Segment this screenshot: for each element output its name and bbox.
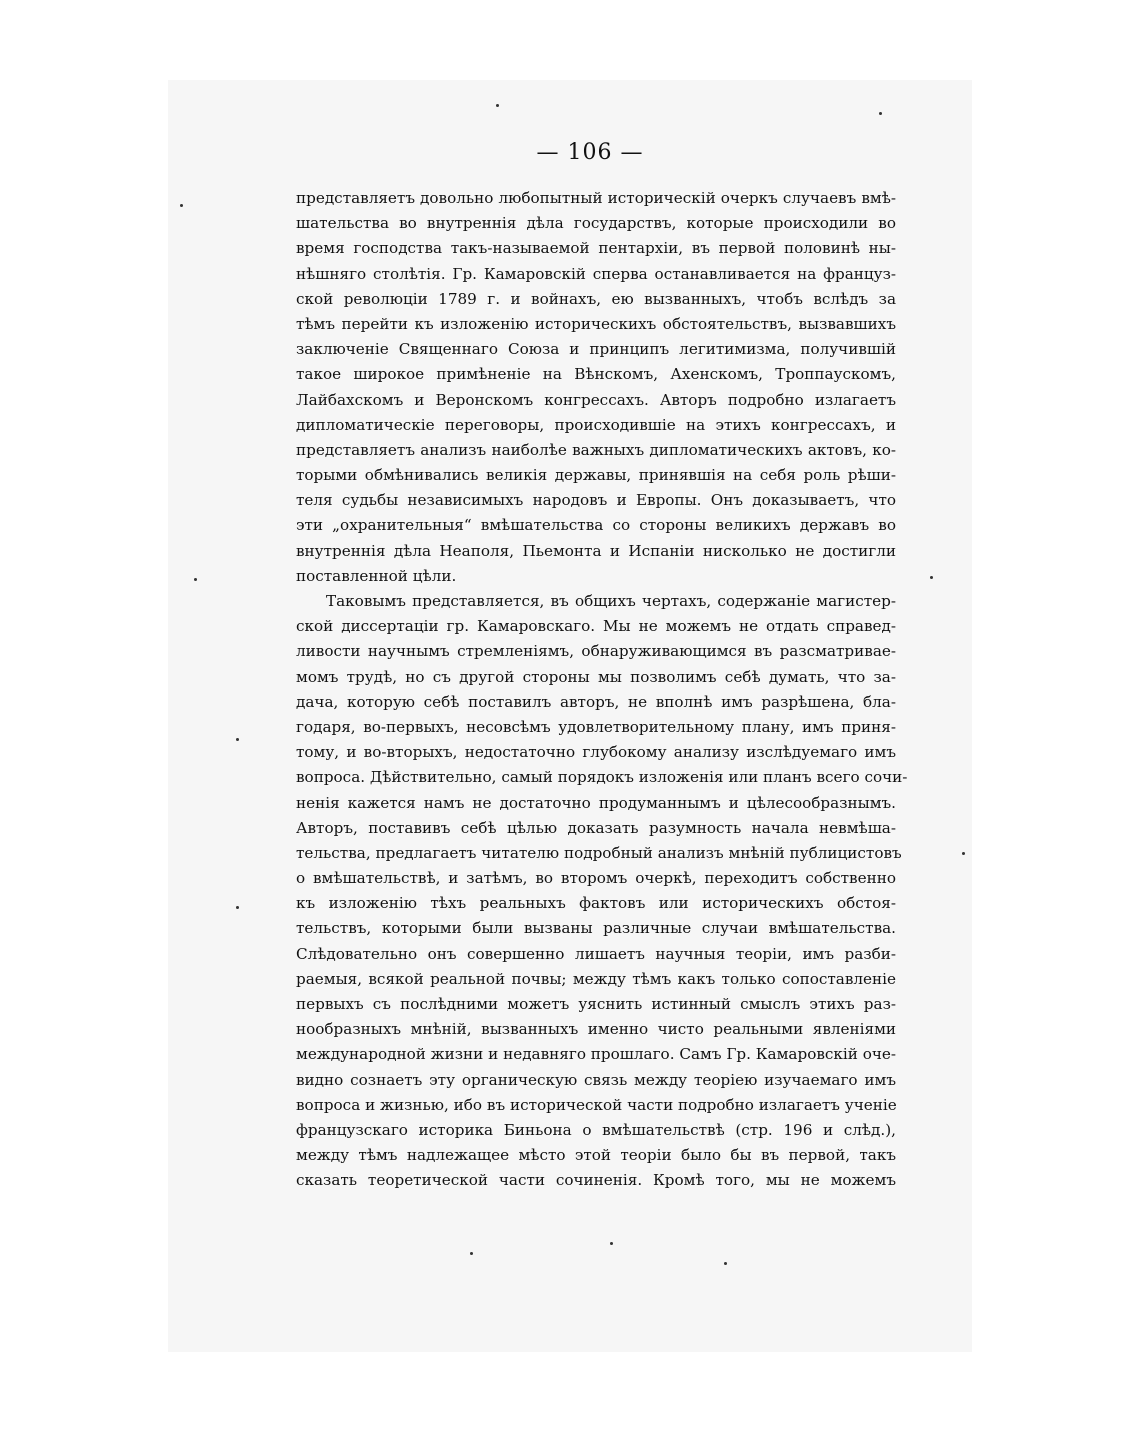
text-line: теля судьбы независимыхъ народовъ и Европы. Онъ доказываетъ, что: [296, 491, 896, 510]
paragraph-2: [296, 589, 908, 1194]
text-line: между тѣмъ надлежащее мѣсто этой теоріи было бы въ первой, такъ: [296, 1146, 896, 1165]
text-line: ненія кажется намъ не достаточно продуманнымъ и цѣлесообразнымъ.: [296, 793, 896, 812]
scan-speck: [724, 1262, 727, 1265]
scan-speck: [610, 1242, 613, 1245]
text-line: видно сознаетъ эту органическую связь между теоріею изучаемаго имъ: [296, 1070, 896, 1089]
text-line: нѣшняго столѣтія. Гр. Камаровскій сперва останавливается на француз-: [296, 264, 896, 283]
scan-speck: [496, 104, 499, 107]
text-line: Авторъ, поставивъ себѣ цѣлью доказать разумность начала невмѣша-: [296, 818, 896, 837]
text-line: о вмѣшательствѣ, и затѣмъ, во второмъ очеркѣ, переходитъ собственно: [296, 869, 896, 888]
text-line: представляетъ анализъ наиболѣе важныхъ дипломатическихъ актовъ, ко-: [296, 440, 896, 459]
text-line: французскаго историка Биньона о вмѣшательствѣ (стр. 196 и слѣд.),: [296, 1120, 896, 1139]
scan-speck: [194, 578, 197, 581]
text-line: момъ трудѣ, но съ другой стороны мы позволимъ себѣ думать, что за-: [296, 667, 896, 686]
scan-speck: [470, 1252, 473, 1255]
text-line: первыхъ съ послѣдними можетъ уяснить истинный смыслъ этихъ раз-: [296, 995, 896, 1013]
text-line: дипломатическіе переговоры, происходившіе на этихъ конгрессахъ, и: [296, 415, 896, 434]
text-line: годаря, во-первыхъ, несовсѣмъ удовлетворительному плану, имъ приня-: [296, 717, 896, 736]
scan-speck: [879, 112, 882, 115]
page-number: — 106 —: [536, 140, 644, 165]
text-line: такое широкое примѣненіе на Вѣнскомъ, Ахенскомъ, Троппаускомъ,: [296, 365, 896, 384]
text-line: Таковымъ представляется, въ общихъ чертахъ, содержаніе магистер-: [326, 592, 896, 610]
text-line: тѣмъ перейти къ изложенію историческихъ обстоятельствъ, вызвавшихъ: [296, 314, 896, 333]
text-line: вопроса. Дѣйствительно, самый порядокъ изложенія или планъ всего сочи-: [296, 768, 908, 787]
scan-speck: [236, 738, 239, 741]
text-line: ской диссертаціи гр. Камаровскаго. Мы не можемъ не отдать справед-: [296, 617, 896, 636]
text-line: къ изложенію тѣхъ реальныхъ фактовъ или историческихъ обстоя-: [296, 894, 896, 913]
text-line: международной жизни и недавняго прошлаго. Самъ Гр. Камаровскій оче-: [296, 1045, 896, 1064]
body-text: [296, 186, 908, 1194]
text-line: ской революціи 1789 г. и войнахъ, ею вызванныхъ, чтобъ вслѣдъ за: [296, 289, 896, 308]
text-line: представляетъ довольно любопытный историческій очеркъ случаевъ вмѣ-: [296, 189, 896, 207]
text-line: дача, которую себѣ поставилъ авторъ, не вполнѣ имъ разрѣшена, бла-: [296, 692, 896, 711]
paragraph-1: [296, 186, 896, 589]
text-line: тельства, предлагаетъ читателю подробный анализъ мнѣній публицистовъ: [296, 843, 902, 862]
scan-speck: [930, 576, 933, 579]
text-line: сказать теоретической части сочиненія. Кромѣ того, мы не можемъ: [296, 1171, 896, 1190]
text-line: ливости научнымъ стремленіямъ, обнаруживающимся въ разсматривае-: [296, 642, 896, 661]
text-line: раемыя, всякой реальной почвы; между тѣмъ какъ только сопоставленіе: [296, 969, 896, 988]
scan-speck: [962, 852, 965, 855]
text-line: тому, и во-вторыхъ, недостаточно глубокому анализу изслѣдуемаго имъ: [296, 743, 896, 762]
text-line: шательства во внутреннія дѣла государствъ, которые происходили во: [296, 214, 896, 233]
scan-speck: [180, 204, 183, 207]
text-line: заключеніе Священнаго Союза и принципъ легитимизма, получившій: [296, 340, 896, 359]
text-line: Слѣдовательно онъ совершенно лишаетъ научныя теоріи, имъ разби-: [296, 944, 896, 963]
text-line: Лайбахскомъ и Веронскомъ конгрессахъ. Авторъ подробно излагаетъ: [296, 390, 896, 409]
scan-speck: [236, 906, 239, 909]
text-line: нообразныхъ мнѣній, вызванныхъ именно чисто реальными явленіями: [296, 1020, 896, 1039]
text-line: поставленной цѣли.: [296, 566, 457, 585]
text-line: тельствъ, которыми были вызваны различные случаи вмѣшательства.: [296, 919, 896, 938]
text-line: время господства такъ-называемой пентархіи, въ первой половинѣ ны-: [296, 239, 896, 258]
text-line: вопроса и жизнью, ибо въ исторической части подробно излагаетъ ученіе: [296, 1095, 897, 1114]
text-line: эти „охранительныя“ вмѣшательства со стороны великихъ державъ во: [296, 516, 896, 535]
text-line: внутреннія дѣла Неаполя, Пьемонта и Испаніи нисколько не достигли: [296, 541, 896, 560]
text-line: торыми обмѣнивались великія державы, принявшія на себя роль рѣши-: [296, 466, 896, 485]
